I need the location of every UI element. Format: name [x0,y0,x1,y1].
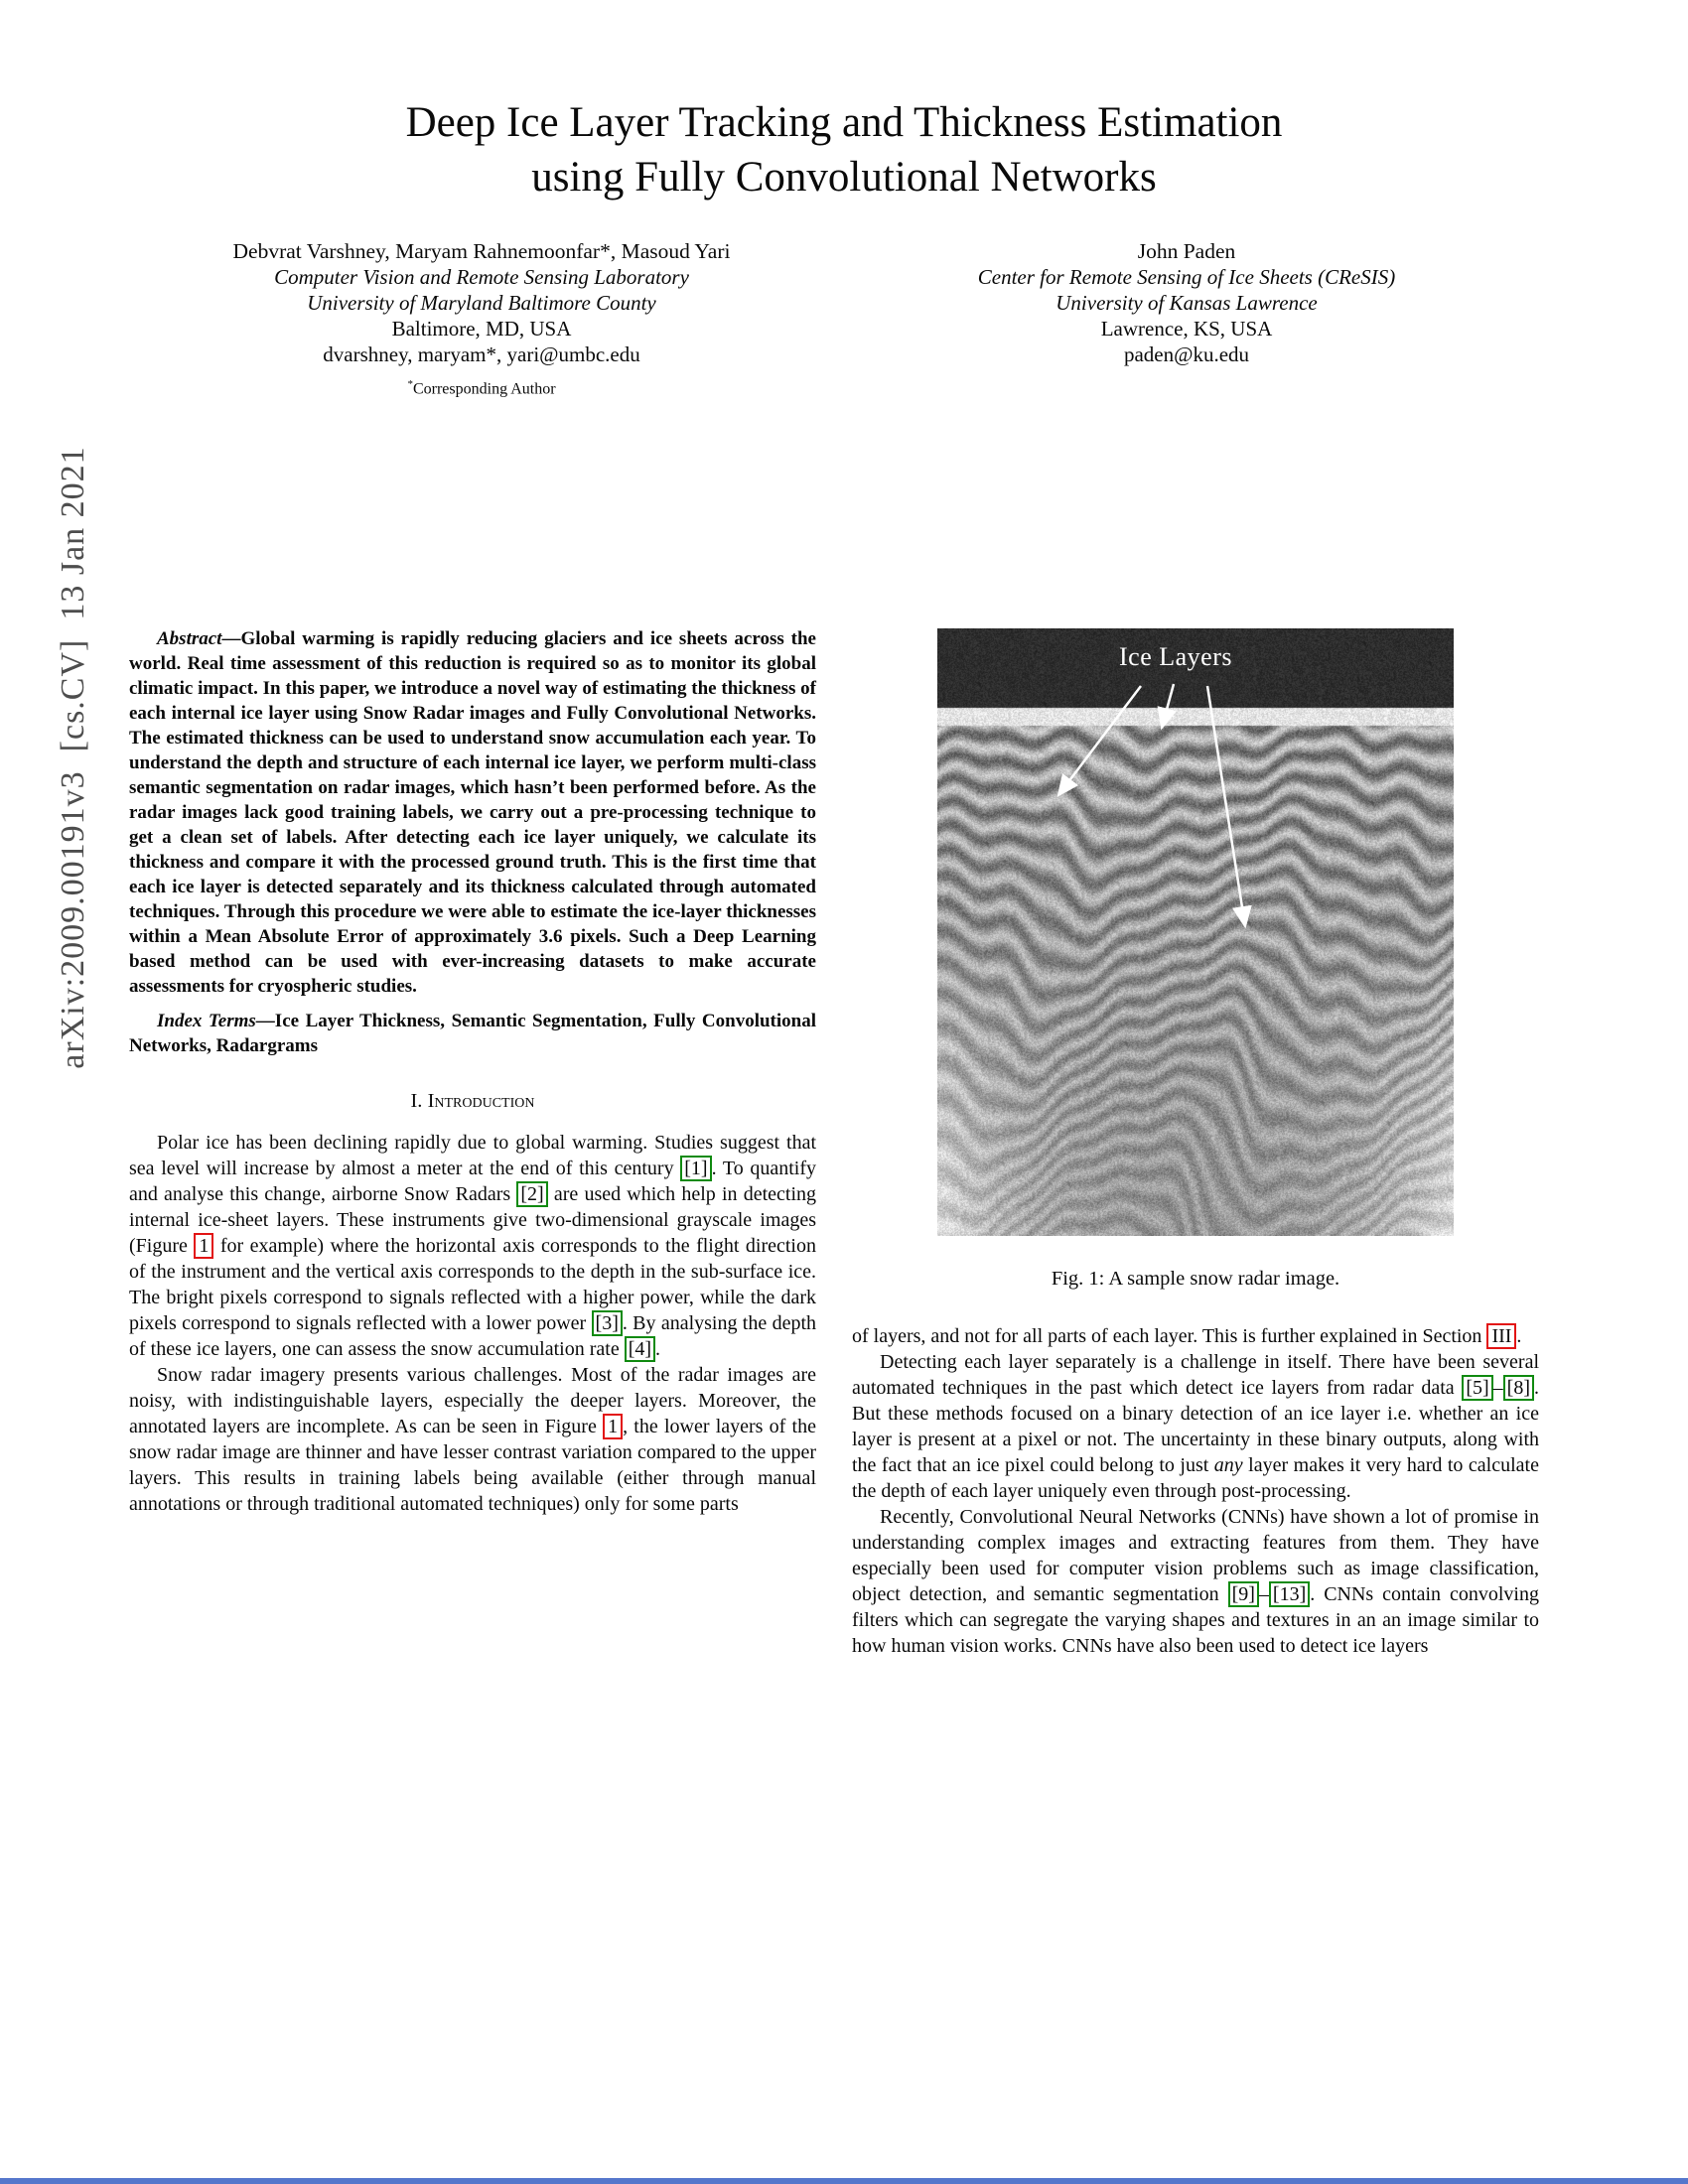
internal-ref-link[interactable]: 1 [194,1233,213,1259]
index-terms-text: —Ice Layer Thickness, Semantic Segmentation, Fully Convolutional Networks, Radargrams [129,1011,816,1057]
emphasis-text: any [1213,1454,1243,1477]
arrow-icon [1058,686,1141,795]
abstract-text: —Global warming is rapidly reducing glaciers and ice sheets across the world. Real time assessment of this reduction is required so as to monitor its global climatic impact. In this paper, we introduce a novel way of estimating the thickness of each internal ice layer using Snow Radar images and Fully Convolutional Networks. The estimated thickness can be used to understand snow accumulation each year. To understand the depth and structure of each internal ice layer, we perform multi-class semantic segmentation on radar images, which hasn’t been performed before. As the radar images lack good training labels, we carry out a pre-processing technique to get a clean set of labels. After detecting each ice layer uniquely, we calculate its thickness and compare it with the processed ground truth. This is the first time that each ice layer is detected separately and its thickness calculated through automated techniques. Through this procedure we were able to estimate the ice-layer thicknesses within a Mean Absolute Error of approximately 3.6 pixels. Such a Deep Learning based method can be used with ever-increasing datasets to make accurate assessments for cryospheric studies. [129,628,816,998]
citation-link[interactable]: [1] [680,1156,711,1181]
arrow-icon [1207,686,1245,926]
figure-1-caption: Fig. 1: A sample snow radar image. [1051,1268,1340,1291]
arxiv-watermark: arXiv:2009.00191v3 [cs.CV] 13 Jan 2021 [55,446,91,1069]
citation-link[interactable]: [13] [1269,1581,1310,1607]
index-terms-paragraph [129,1009,816,1058]
figure-1 [937,628,1454,1236]
paper-header [0,0,1688,402]
figure-annotation-arrows [937,628,1454,1236]
corresponding-author-mark: * [407,378,413,391]
paper-title-line1: Deep Ice Layer Tracking and Thickness Estimation [405,99,1283,146]
citation-link[interactable]: [8] [1503,1375,1534,1401]
author-location-right: Lawrence, KS, USA [1100,317,1273,341]
citation-link[interactable]: [3] [592,1310,623,1336]
intro-paragraph-2: Snow radar imagery presents various challenges. Most of the radar images are noisy, with indistinguishable layers, especially the deeper layers. Moreover, the annotated layers are incomplete. As can be seen in Figure 1 , the lower layers of the snow radar image are thinner and have lesser contrast variation compared to the upper layers. This results in training labels being available (either through manual annotations or through traditional automated techniques) only for some parts [129,1364,816,1516]
arrow-icon [1162,684,1174,728]
paper-title-line2: using Fully Convolutional Networks [531,154,1157,202]
paper-title [0,95,1688,205]
corresponding-author-note [129,371,834,402]
section-heading-introduction [129,1088,816,1114]
citation-link[interactable]: [5] [1462,1375,1492,1401]
author-block-right [834,238,1539,402]
author-email-left: dvarshney, maryam*, yari@umbc.edu [323,342,640,367]
author-blocks [129,238,1539,402]
two-column-body [129,626,1539,1659]
citation-link[interactable]: [9] [1228,1581,1259,1607]
index-terms-label: Index Terms [157,1011,256,1032]
bottom-edge-strip [0,2178,1688,2184]
left-column [129,626,816,1517]
author-email-right: paden@ku.edu [1123,342,1250,367]
citation-link[interactable]: [2] [516,1181,547,1207]
author-names-left: Debvrat Varshney, Maryam Rahnemoonfar*, Masoud Yari [232,239,731,264]
author-university-right: University of Kansas Lawrence [1055,291,1318,316]
internal-ref-link[interactable]: 1 [603,1414,623,1439]
corresponding-author-label: Corresponding Author [412,380,556,398]
right-paragraph-1: of layers, and not for all parts of each layer. This is further explained in Section III . [852,1325,1522,1348]
right-column [852,626,1539,1659]
internal-ref-link[interactable]: III [1486,1323,1516,1349]
right-paragraph-2: Detecting each layer separately is a challenge in itself. There have been several automated techniques in the past which detect ice layers from radar data [5] – [8] . But these methods focused on a binary detection of an ice layer i.e. whether an ice layer is present at a pixel or not. The uncertainty in these binary outputs, along with the fact that an ice pixel could belong to just any layer makes it very hard to calculate the depth of each layer uniquely even through post-processing. [852,1351,1539,1503]
intro-paragraph-1: Polar ice has been declining rapidly due to global warming. Studies suggest that sea level will increase by almost a meter at the end of this century [1] . To quantify and analyse this change, airborne Snow Radars [2] are used which help in detecting internal ice-sheet layers. These instruments give two-dimensional grayscale images (Figure 1 for example) where the horizontal axis corresponds to the flight direction of the instrument and the vertical axis corresponds to the depth in the sub-surface ice. The bright pixels correspond to signals reflected with a higher power, while the dark pixels correspond to signals reflected with a lower power [3] . By analysing the depth of these ice layers, one can assess the snow accumulation rate [4] . [129,1132,817,1361]
section-title: Introduction [427,1090,535,1113]
author-lab-right: Center for Remote Sensing of Ice Sheets (CReSIS) [977,265,1396,290]
author-location-left: Baltimore, MD, USA [391,317,572,341]
author-names-right: John Paden [1137,239,1236,264]
citation-link[interactable]: [4] [625,1336,655,1362]
figure-annotation-label: Ice Layers [1119,642,1232,672]
author-lab-left: Computer Vision and Remote Sensing Laboratory [274,265,689,290]
right-paragraph-3: Recently, Convolutional Neural Networks (CNNs) have shown a lot of promise in understanding complex images and extracting features from them. They have especially been used for computer vision problems such as image classification, object detection, and semantic segmentation [9] – [13] . CNNs contain convolving filters which can segregate the varying shapes and textures in an an image similar to how human vision works. CNNs have also been used to detect ice layers [852,1506,1539,1658]
abstract-label: Abstract [157,628,222,650]
author-block-left [129,238,834,402]
section-number: I. [410,1090,423,1113]
author-university-left: University of Maryland Baltimore County [307,291,656,316]
abstract-paragraph [129,626,816,999]
